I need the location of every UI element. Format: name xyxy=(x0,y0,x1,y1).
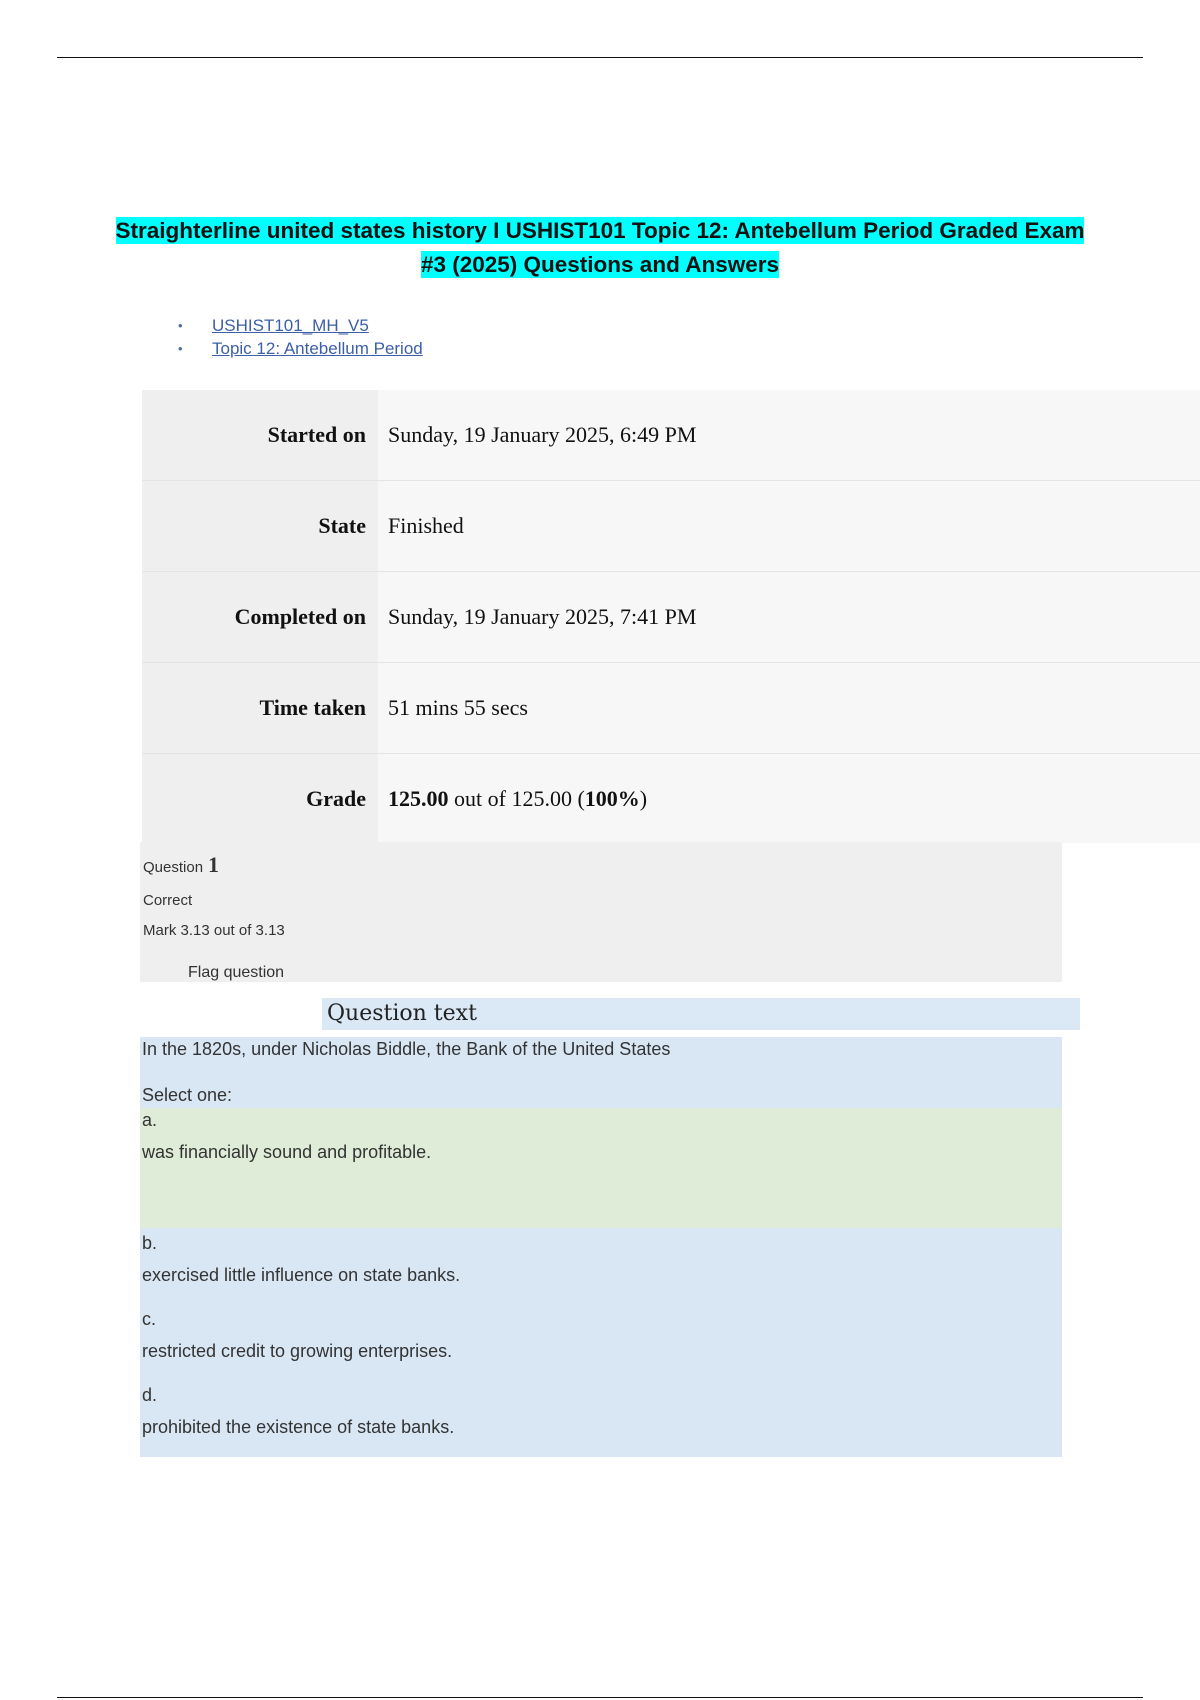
question-text-heading: Question text xyxy=(322,998,1080,1030)
title-highlight: Straighterline united states history I USHIST101 Topic 12: Antebellum Period Graded Exam #3 (2025) Questions and Answers xyxy=(115,218,1085,277)
grade-percent: 100% xyxy=(584,785,640,811)
question-number-value: 1 xyxy=(208,852,220,877)
answer-text: exercised little influence on state banks. xyxy=(142,1265,461,1285)
document-title xyxy=(100,214,1100,282)
breadcrumb-item-topic xyxy=(174,337,423,360)
grade-score: 125.00 xyxy=(388,785,449,811)
answer-option-a[interactable] xyxy=(140,1108,1062,1228)
grade-label: Grade xyxy=(142,754,378,843)
answer-option-c[interactable] xyxy=(140,1307,1062,1383)
time-taken-label: Time taken xyxy=(142,663,378,753)
summary-row-completed xyxy=(142,572,1200,663)
question-info-panel xyxy=(140,842,1062,982)
completed-label: Completed on xyxy=(142,572,378,662)
answer-text: restricted credit to growing enterprises. xyxy=(142,1341,453,1361)
completed-value: Sunday, 19 January 2025, 7:41 PM xyxy=(378,572,1200,662)
question-state: Correct xyxy=(143,892,193,909)
answer-option-b[interactable] xyxy=(140,1231,1062,1307)
answer-text: prohibited the existence of state banks. xyxy=(142,1417,455,1437)
answer-letter: c. xyxy=(142,1309,157,1329)
answer-letter: b. xyxy=(142,1233,158,1253)
question-number xyxy=(143,852,219,878)
flag-question-link[interactable]: Flag question xyxy=(188,964,285,981)
answer-text: was financially sound and profitable. xyxy=(142,1142,432,1162)
breadcrumb-item-course xyxy=(174,314,423,337)
breadcrumb-link-course[interactable]: USHIST101_MH_V5 xyxy=(212,316,369,335)
started-value: Sunday, 19 January 2025, 6:49 PM xyxy=(378,390,1200,480)
answer-letter: d. xyxy=(142,1385,158,1405)
grade-value xyxy=(378,754,1200,843)
answer-option-d[interactable] xyxy=(140,1383,1062,1457)
bottom-rule xyxy=(57,1697,1143,1698)
state-label: State xyxy=(142,481,378,571)
summary-row-time xyxy=(142,663,1200,754)
summary-row-state xyxy=(142,481,1200,572)
summary-row-started xyxy=(142,390,1200,481)
summary-row-grade xyxy=(142,754,1200,843)
question-label: Question xyxy=(143,859,204,876)
grade-out-of: out of 125.00 ( xyxy=(448,785,585,811)
select-one-label: Select one: xyxy=(142,1085,233,1105)
question-mark: Mark 3.13 out of 3.13 xyxy=(143,922,285,939)
answer-letter: a. xyxy=(142,1110,158,1130)
started-label: Started on xyxy=(142,390,378,480)
attempt-summary-table xyxy=(142,390,1200,843)
time-taken-value: 51 mins 55 secs xyxy=(378,663,1200,753)
grade-close-paren: ) xyxy=(639,785,648,811)
question-prompt: In the 1820s, under Nicholas Biddle, the Bank of the United States xyxy=(142,1039,671,1059)
breadcrumb-link-topic[interactable]: Topic 12: Antebellum Period xyxy=(212,339,423,358)
breadcrumb xyxy=(174,314,423,360)
top-rule xyxy=(57,57,1143,58)
question-body xyxy=(140,1037,1062,1457)
state-value: Finished xyxy=(378,481,1200,571)
